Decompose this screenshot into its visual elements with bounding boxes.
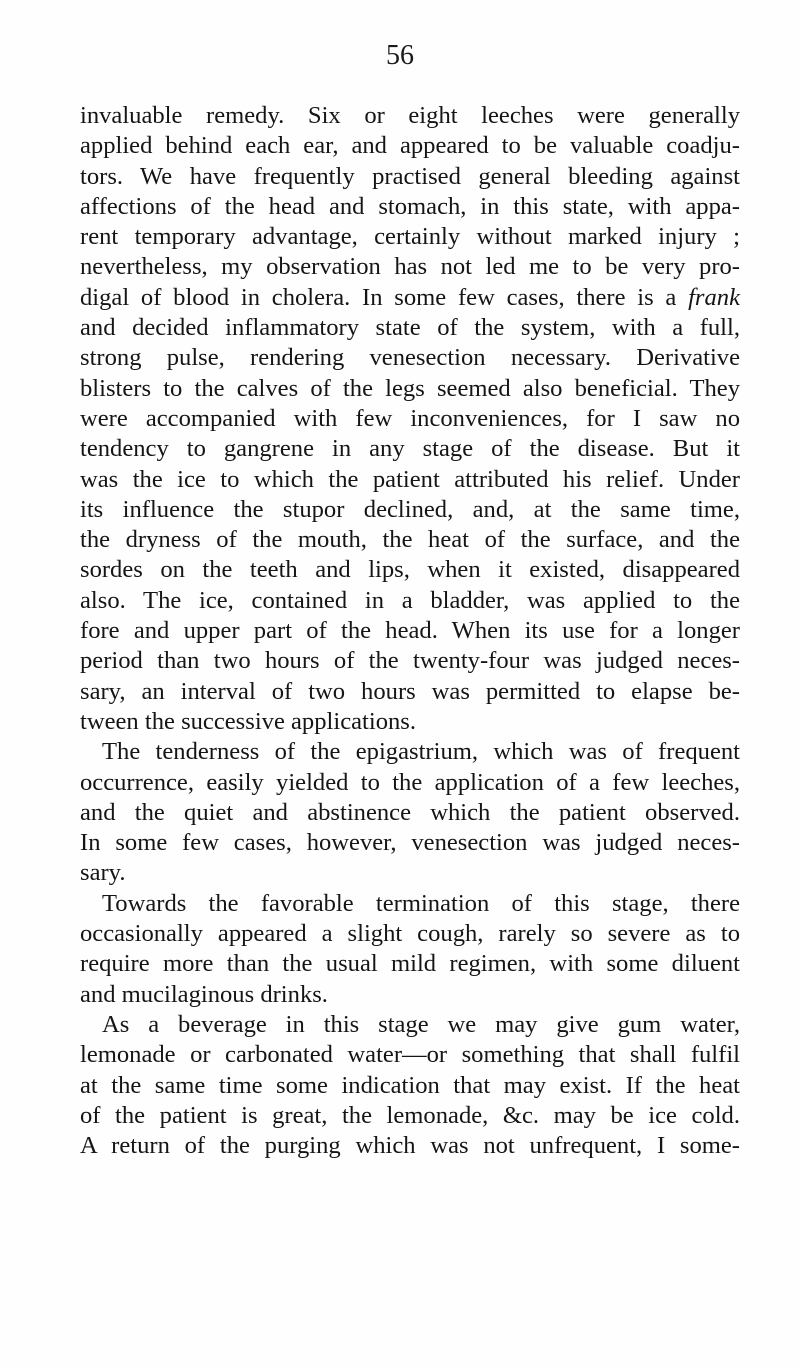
text-line: lemonade or carbonated water—or something that shall fulfil	[80, 1041, 740, 1069]
text-line: fore and upper part of the head. When its use for a longer	[80, 617, 740, 645]
text-line: tween the successive applications.	[80, 707, 417, 735]
paragraph-start: As a beverage in this stage we may give gum water,	[102, 1010, 740, 1038]
text-line: applied behind each ear, and appeared to be valuable coadju-	[80, 132, 740, 160]
text-line: also. The ice, contained in a bladder, was applied to the	[80, 586, 740, 614]
page-number: 56	[386, 40, 414, 71]
text-line: tendency to gangrene in any stage of the disease. But it	[80, 435, 740, 463]
text-line: tors. We have frequently practised general bleeding against	[80, 162, 740, 190]
text-line: invaluable remedy. Six or eight leeches were generally	[80, 102, 740, 129]
text-line: sary.	[80, 859, 126, 887]
paragraph-start: The tenderness of the epigastrium, which was of frequent	[102, 738, 740, 766]
text-line: and mucilaginous drinks.	[80, 980, 328, 1008]
text-line: its influence the stupor declined, and, at the same time,	[80, 495, 740, 523]
text-line: and the quiet and abstinence which the patient observed.	[80, 798, 740, 826]
text-line: In some few cases, however, venesection was judged neces-	[80, 829, 740, 857]
text-line: was the ice to which the patient attributed his relief. Under	[80, 465, 740, 493]
text-line-with-italic	[80, 283, 740, 313]
text-line: rent temporary advantage, certainly without marked injury ;	[80, 223, 740, 251]
paragraph-start: Towards the favorable termination of this stage, there	[102, 889, 740, 917]
text-line: blisters to the calves of the legs seemed also beneficial. They	[80, 374, 740, 402]
text-line: and decided inflammatory state of the system, with a full,	[80, 314, 740, 342]
text-line: were accompanied with few inconveniences, for I saw no	[80, 404, 740, 432]
text-line: A return of the purging which was not unfrequent, I some-	[80, 1132, 740, 1160]
text-line: require more than the usual mild regimen, with some diluent	[80, 950, 740, 978]
text-line: affections of the head and stomach, in this state, with appa-	[80, 192, 740, 220]
text-line: at the same time some indication that may exist. If the heat	[80, 1071, 740, 1099]
text-line: period than two hours of the twenty-four was judged neces-	[80, 647, 740, 675]
text-line: the dryness of the mouth, the heat of the surface, and the	[80, 526, 740, 554]
text-line: occurrence, easily yielded to the application of a few leeches,	[80, 768, 740, 796]
italic-word: frank	[688, 283, 740, 311]
text-line: nevertheless, my observation has not led me to be very pro-	[80, 253, 740, 281]
text-segment: digal of blood in cholera. In some few cases, there is a	[80, 283, 677, 311]
text-line: strong pulse, rendering venesection necessary. Derivative	[80, 344, 740, 372]
text-line: of the patient is great, the lemonade, &c. may be ice cold.	[80, 1101, 740, 1129]
text-line: sordes on the teeth and lips, when it existed, disappeared	[80, 556, 740, 584]
body-text	[80, 101, 740, 1161]
text-line: occasionally appeared a slight cough, rarely so severe as to	[80, 920, 740, 948]
text-line: sary, an interval of two hours was permitted to elapse be-	[80, 677, 740, 705]
